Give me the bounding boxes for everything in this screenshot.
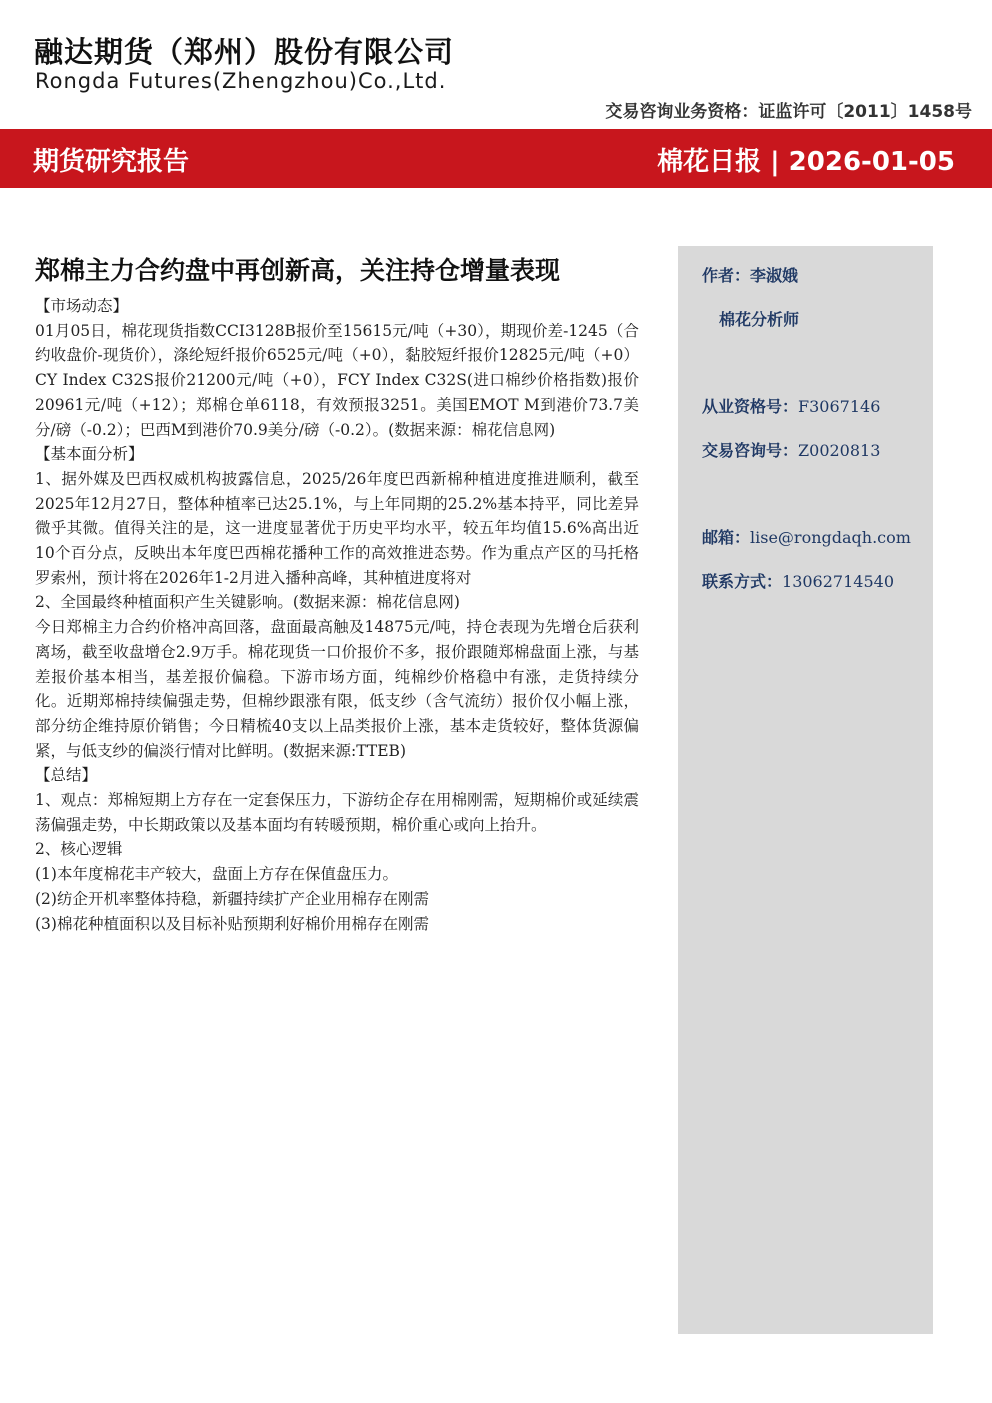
section-summary	[35, 763, 639, 936]
author-sidebar	[678, 246, 933, 1334]
report-banner	[0, 129, 992, 188]
company-name-en: Rongda Futures(Zhengzhou)Co.,Ltd.	[35, 69, 447, 93]
paragraph: (3)棉花种植面积以及目标补贴预期利好棉价用棉存在刚需	[35, 914, 429, 933]
email-label: 邮箱：	[702, 528, 751, 547]
author-name: 李淑娥	[750, 266, 799, 285]
paragraph: 2、核心逻辑	[35, 840, 123, 859]
phone-line	[702, 569, 894, 592]
qualification-value: F3067146	[798, 397, 881, 416]
section-heading: 【总结】	[35, 766, 98, 785]
section-fundamentals	[35, 442, 639, 763]
banner-report-date: 棉花日报 | 2026-01-05	[657, 147, 955, 177]
consult-line	[702, 438, 880, 461]
qualification-label: 从业资格号：	[702, 397, 799, 416]
qualification-line	[702, 394, 880, 417]
company-name-cn: 融达期货（郑州）股份有限公司	[34, 35, 455, 69]
paragraph: 今日郑棉主力合约价格冲高回落，盘面最高触及14875元/吨，持仓表现为先增仓后获利离场，截至收盘增仓2.9万手。棉花现货一口价报价不多，报价跟随郑棉盘面上涨，与基差报价基本相当，基差报价偏稳。下游市场方面，纯棉纱价格稳中有涨，走货持续分化。近期郑棉持续偏强走势，但棉纱跟涨有限，低支纱（含气流纺）报价仅小幅上涨，部分纺企维持原价销售；今日精梳40支以上品类报价上涨，基本走货较好，整体货源偏紧，与低支纱的偏淡行情对比鲜明。(数据来源:TTEB)	[35, 618, 639, 760]
phone-value: 13062714540	[782, 572, 894, 591]
banner-report-type: 期货研究报告	[33, 147, 190, 177]
section-heading: 【基本面分析】	[35, 445, 144, 464]
paragraph: 1、观点：郑棉短期上方存在一定套保压力，下游纺企存在用棉刚需，短期棉价或延续震荡偏强走势，中长期政策以及基本面均有转暖预期，棉价重心或向上抬升。	[35, 791, 639, 834]
paragraph: (2)纺企开机率整体持稳，新疆持续扩产企业用棉存在刚需	[35, 889, 429, 908]
report-title: 郑棉主力合约盘中再创新高，关注持仓增量表现	[35, 256, 561, 285]
consult-value: Z0020813	[798, 441, 881, 460]
section-market	[35, 294, 639, 442]
phone-label: 联系方式：	[702, 572, 783, 591]
consult-label: 交易咨询号：	[702, 441, 799, 460]
author-label: 作者：	[702, 266, 751, 285]
email-line	[702, 525, 911, 548]
author-line	[702, 263, 798, 286]
paragraph: (1)本年度棉花丰产较大，盘面上方存在保值盘压力。	[35, 865, 398, 884]
email-link[interactable]: lise@rongdaqh.com	[750, 528, 911, 547]
license-text: 交易咨询业务资格：证监许可〔2011〕1458号	[605, 102, 972, 122]
section-heading: 【市场动态】	[35, 297, 129, 315]
paragraph: 2、全国最终种植面积产生关键影响。(数据来源：棉花信息网)	[35, 593, 460, 612]
paragraph: 1、据外媒及巴西权威机构披露信息，2025/26年度巴西新棉种植进度推进顺利，截至2025年12月27日，整体种植率已达25.1%，与上年同期的25.2%基本持平，同比差异微乎其微。值得关注的是，这一进度显著优于历史平均水平，较五年均值15.6%高出近10个百分点，反映出本年度巴西棉花播种工作的高效推进态势。作为重点产区的马托格罗索州，预计将在2026年1-2月进入播种高峰，其种植进度将对	[35, 469, 639, 587]
article-body	[35, 252, 639, 936]
paragraph: 01月05日，棉花现货指数CCI3128B报价至15615元/吨（+30），期现价差-1245（合约收盘价-现货价），涤纶短纤报价6525元/吨（+0），黏胶短纤报价12825元/吨（+0）CY Index C32S报价21200元/吨（+0），FCY Index C32S(进口棉纱价格指数)报价20961元/吨（+12）；郑棉仓单6118，有效预报3251。美国EMOT M到港价73.7美分/磅（-0.2）；巴西M到港价70.9美分/磅（-0.2）。(数据来源：棉花信息网)	[35, 321, 639, 439]
author-role: 棉花分析师	[719, 310, 800, 329]
